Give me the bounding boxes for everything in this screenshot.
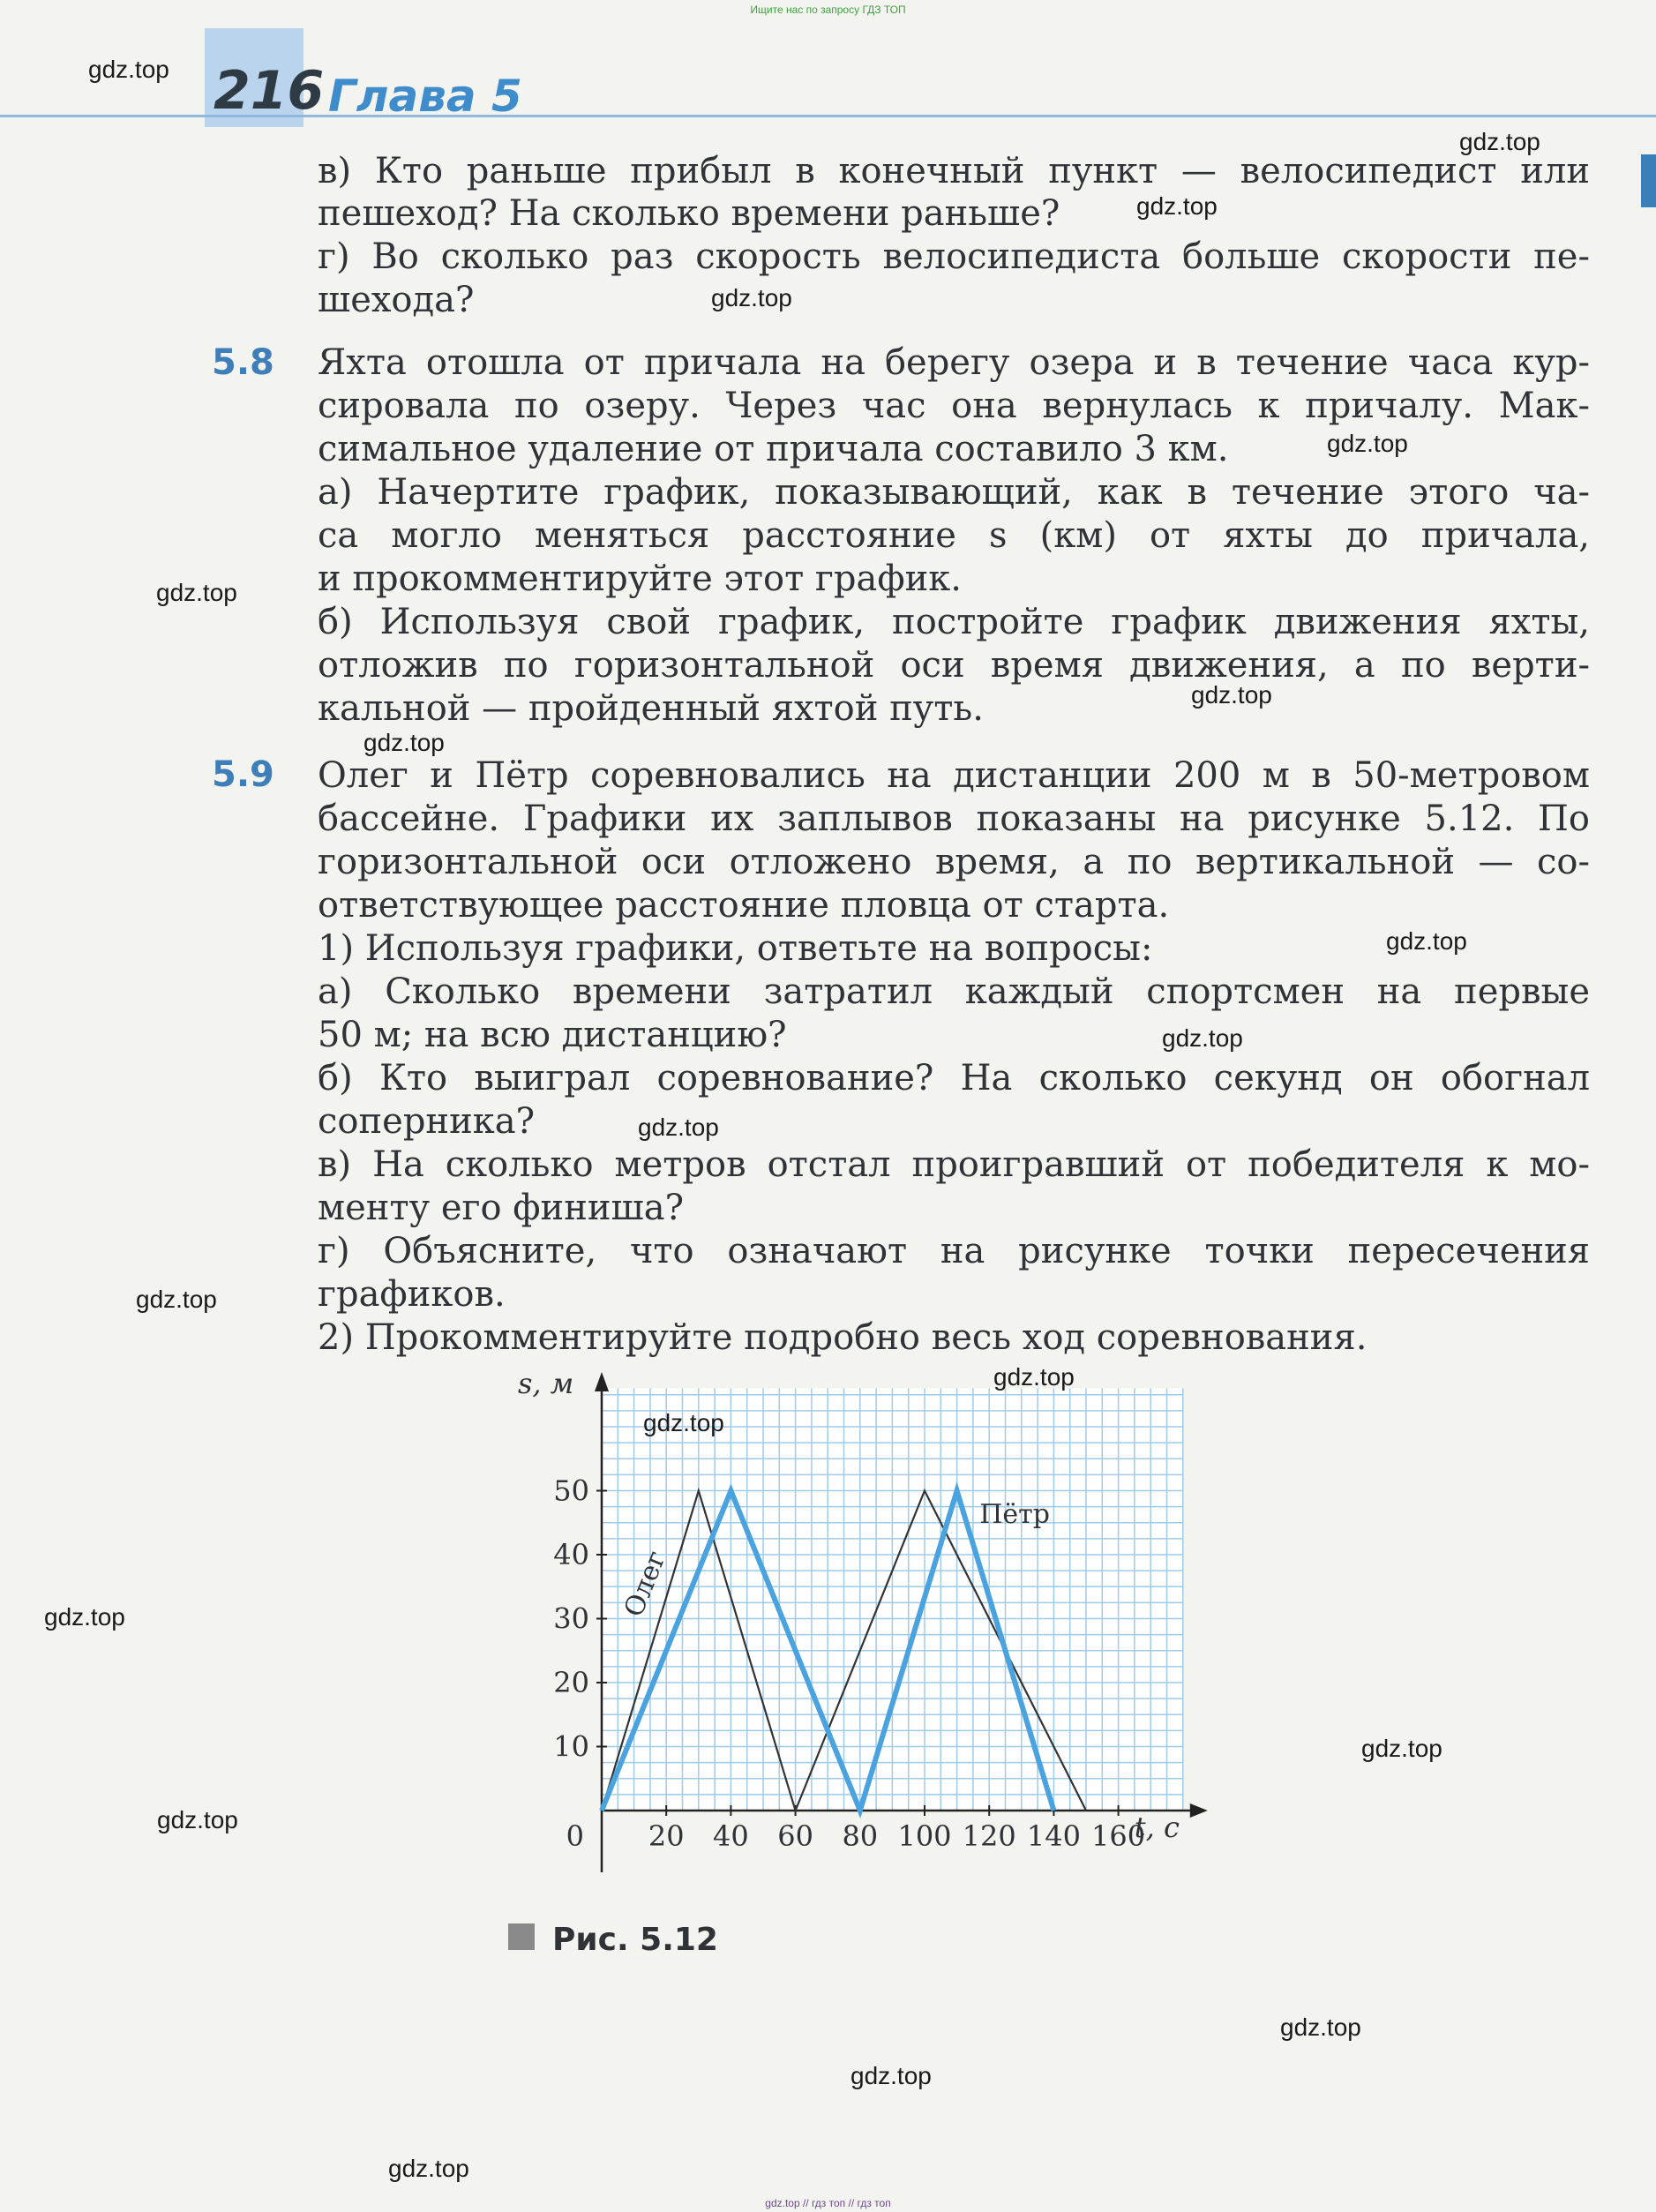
text-line: симальное удаление от причала составило 3 км. bbox=[318, 429, 1229, 469]
text-line: шехода? bbox=[318, 280, 475, 320]
watermark: gdz.top bbox=[1162, 1024, 1243, 1052]
text-line: Олег и Пётр соревновались на дистанции 200 м в 50-метровом bbox=[318, 755, 1590, 796]
text-line: Яхта отошла от причала на берегу озера и в течение часа кур- bbox=[318, 342, 1590, 383]
y-axis-arrow bbox=[595, 1372, 609, 1391]
page-number: 216 bbox=[214, 60, 325, 122]
text-line: сировала по озеру. Через час она вернулась к причалу. Мак- bbox=[318, 386, 1590, 426]
watermark: gdz.top bbox=[850, 2062, 932, 2089]
y-tick-label: 40 bbox=[553, 1538, 589, 1571]
text-line: бассейне. Графики их заплывов показаны на рисунке 5.12. По bbox=[318, 799, 1590, 839]
y-tick-label: 30 bbox=[553, 1601, 589, 1636]
watermark: gdz.top bbox=[388, 2155, 469, 2182]
text-line: соперника? bbox=[318, 1101, 536, 1142]
text-line: 1) Используя графики, ответьте на вопросы: bbox=[318, 928, 1153, 969]
text-line: са могло меняться расстояние s (км) от яхты до причала, bbox=[318, 515, 1590, 556]
watermark: gdz.top bbox=[88, 56, 169, 83]
x-tick-label: 140 bbox=[1026, 1819, 1081, 1853]
watermark: gdz.top bbox=[1361, 1735, 1442, 1762]
origin-label: 0 bbox=[566, 1819, 584, 1853]
text-line: в) Кто раньше прибыл в конечный пункт — велосипедист или bbox=[318, 151, 1590, 191]
x-tick-label: 80 bbox=[842, 1819, 879, 1853]
chapter-title: Глава 5 bbox=[328, 71, 522, 122]
watermark: gdz.top bbox=[1459, 128, 1540, 155]
figure-caption: Рис. 5.12 bbox=[552, 1922, 718, 1958]
y-tick-label: 10 bbox=[553, 1729, 589, 1764]
text-line: а) Сколько времени затратил каждый спортсмен на первые bbox=[318, 971, 1590, 1012]
text-line: горизонтальной оси отложено время, а по вертикальной — со- bbox=[318, 842, 1590, 882]
watermark: gdz.top bbox=[993, 1363, 1075, 1391]
text-line: 2) Прокомментируйте подробно весь ход соревнования. bbox=[318, 1317, 1368, 1358]
watermark: gdz.top bbox=[44, 1603, 125, 1631]
text-line: а) Начертите график, показывающий, как в течение этого ча- bbox=[318, 472, 1590, 513]
text-line: б) Кто выиграл соревнование? На сколько секунд он обогнал bbox=[318, 1058, 1590, 1099]
y-tick-label: 50 bbox=[553, 1473, 589, 1508]
x-tick-label: 60 bbox=[777, 1819, 813, 1853]
x-tick-label: 120 bbox=[962, 1819, 1016, 1853]
watermark: gdz.top bbox=[363, 729, 445, 756]
caption-marker bbox=[508, 1923, 535, 1950]
watermark: gdz.top bbox=[1136, 192, 1218, 220]
x-tick-label: 160 bbox=[1091, 1819, 1146, 1853]
text-line: кальной — пройденный яхтой путь. bbox=[318, 688, 984, 729]
text-line: г) Объясните, что означают на рисунке точки пересечения bbox=[318, 1231, 1590, 1271]
top-note: Ищите нас по запросу ГДЗ ТОП bbox=[750, 4, 906, 16]
text-line: пешеход? На сколько времени раньше? bbox=[318, 193, 1060, 234]
text-line: в) На сколько метров отстал проигравший от победителя к мо- bbox=[318, 1144, 1590, 1185]
watermark: gdz.top bbox=[1386, 927, 1467, 955]
text-line: г) Во сколько раз скорость велосипедиста больше скорости пе- bbox=[318, 236, 1590, 277]
watermark: gdz.top bbox=[136, 1286, 217, 1313]
series-label-petr: Пётр bbox=[979, 1498, 1050, 1530]
watermark: gdz.top bbox=[638, 1113, 719, 1141]
watermark: gdz.top bbox=[1327, 430, 1408, 457]
text-line: 50 м; на всю дистанцию? bbox=[318, 1015, 787, 1055]
text-line: ответствующее расстояние пловца от старта. bbox=[318, 885, 1170, 926]
problem-number: 5.9 bbox=[212, 754, 274, 795]
problem-number: 5.8 bbox=[212, 342, 274, 383]
x-tick-label: 40 bbox=[713, 1819, 749, 1853]
bottom-note: gdz.top // гдз топ // гдз топ bbox=[765, 2197, 891, 2209]
watermark: gdz.top bbox=[156, 579, 237, 606]
x-tick-label: 20 bbox=[648, 1819, 685, 1853]
x-axis-arrow bbox=[1190, 1803, 1208, 1818]
x-tick-label: 100 bbox=[897, 1819, 952, 1853]
series-label-oleg: Олег bbox=[618, 1546, 673, 1622]
watermark: gdz.top bbox=[1191, 681, 1272, 709]
y-tick-label: 20 bbox=[553, 1666, 589, 1699]
y-axis-label: s, м bbox=[518, 1367, 574, 1400]
watermark: gdz.top bbox=[1280, 2013, 1361, 2041]
text-line: графиков. bbox=[318, 1274, 506, 1315]
text-line: отложив по горизонтальной оси время движения, а по верти- bbox=[318, 645, 1590, 686]
text-line: б) Используя свой график, постройте график движения яхты, bbox=[318, 602, 1590, 642]
text-line: менту его финиша? bbox=[318, 1188, 685, 1228]
text-line: и прокомментируйте этот график. bbox=[318, 559, 963, 599]
watermark: gdz.top bbox=[643, 1409, 724, 1436]
x-axis-label: t, с bbox=[1134, 1811, 1180, 1844]
watermark: gdz.top bbox=[711, 284, 792, 311]
edge-tab bbox=[1641, 154, 1656, 207]
watermark: gdz.top bbox=[157, 1806, 238, 1833]
